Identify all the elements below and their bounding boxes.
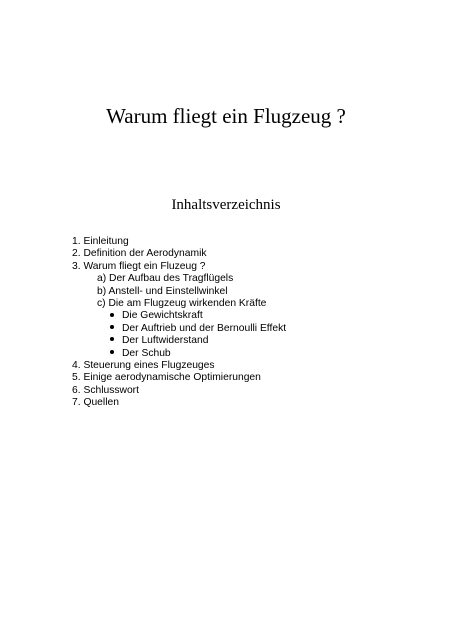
- toc-item: [72, 261, 412, 273]
- toc-bullet-item: [72, 323, 412, 335]
- toc-subitem: [72, 298, 412, 310]
- toc-item-text: b) Anstell- und Einstellwinkel: [97, 285, 228, 297]
- toc-bullet-item: [72, 310, 412, 322]
- bullet-icon: [110, 350, 114, 354]
- toc-subitem: [72, 273, 412, 285]
- toc-item-text: 6. Schlusswort: [72, 384, 139, 396]
- toc-bullet-item: [72, 335, 412, 347]
- toc-subitem: [72, 286, 412, 298]
- toc-item-text: a) Der Aufbau des Tragflügels: [97, 273, 234, 285]
- toc-item-text: 7. Quellen: [72, 397, 119, 409]
- bullet-icon: [110, 313, 114, 317]
- toc-item-text: 5. Einige aerodynamische Optimierungen: [72, 372, 261, 384]
- toc-item: [72, 397, 412, 409]
- toc-item-text: 4. Steuerung eines Flugzeuges: [72, 359, 215, 371]
- toc-heading: Inhaltsverzeichnis: [171, 197, 281, 213]
- toc-item: [72, 372, 412, 384]
- toc-item-text: 2. Definition der Aerodynamik: [72, 248, 207, 260]
- toc-item: [72, 360, 412, 372]
- toc-item-text: 3. Warum fliegt ein Fluzeug ?: [72, 260, 206, 272]
- document-title: Warum fliegt ein Flugzeug ?: [106, 104, 346, 128]
- toc-item: [72, 248, 412, 260]
- table-of-contents: [72, 236, 412, 409]
- toc-item-text: Der Auftrieb und der Bernoulli Effekt: [122, 322, 287, 334]
- bullet-icon: [110, 337, 114, 341]
- toc-item-text: Der Schub: [122, 347, 171, 359]
- toc-item-text: Die Gewichtskraft: [122, 310, 203, 322]
- toc-item-text: Der Luftwiderstand: [122, 335, 209, 347]
- toc-item: [72, 236, 412, 248]
- toc-bullet-item: [72, 348, 412, 360]
- bullet-icon: [110, 325, 114, 329]
- toc-item: [72, 385, 412, 397]
- toc-item-text: 1. Einleitung: [72, 236, 129, 247]
- toc-item-text: c) Die am Flugzeug wirkenden Kräfte: [97, 297, 267, 309]
